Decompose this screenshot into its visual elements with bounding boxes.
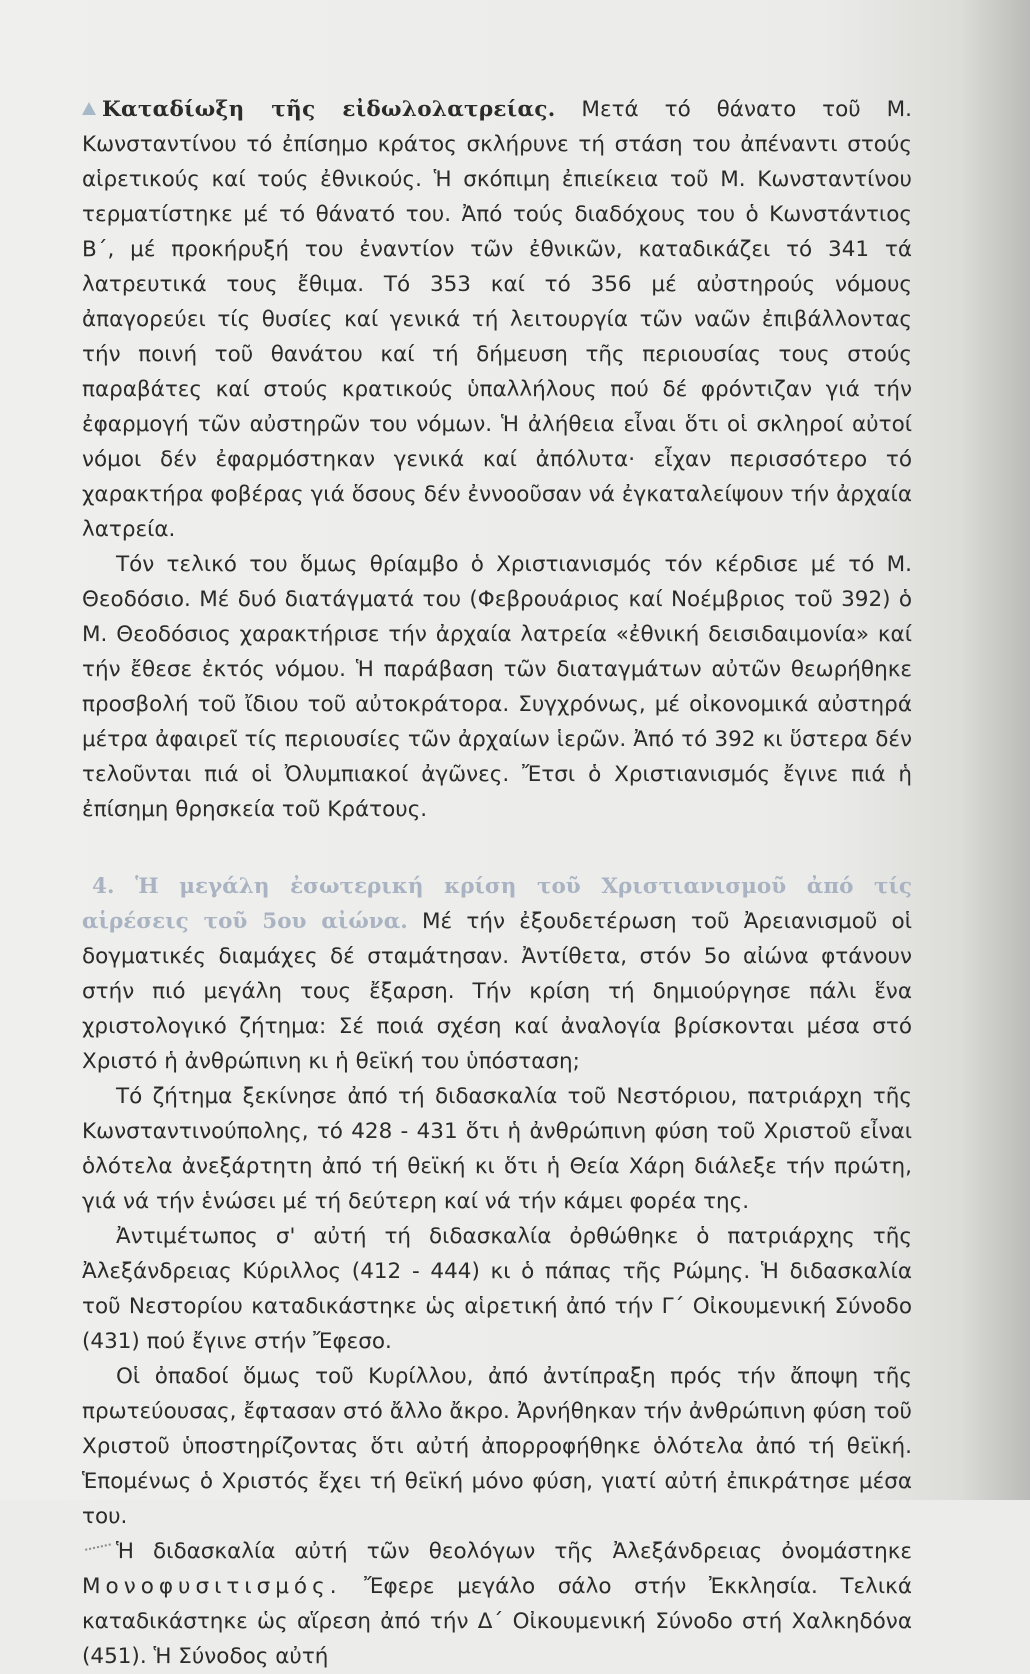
triangle-icon	[82, 102, 96, 115]
paragraph-persecution-title: Καταδίωξη τῆς εἰδωλολατρείας.	[102, 97, 556, 122]
paragraph-followers	[82, 1359, 912, 1534]
paragraph-nestorius	[82, 1079, 912, 1219]
paragraph-theodosius-text: Τόν τελικό του ὅμως θρίαμβο ὁ Χριστιανισμός τόν κέρδισε μέ τό Μ. Θεοδόσιο. Μέ δυό διατάγματά του (Φεβρουάριος καί Νοέμβριος τοῦ 392) ὁ Μ. Θεοδόσιος χαρακτήρισε τήν ἀρχαία λατρεία «ἐθνική δεισιδαιμονία» καί τήν ἔθεσε ἐκτός νόμου. Ἡ παράβαση τῶν διαταγμάτων αὐτῶν θεωρήθηκε προσβολή τοῦ ἴδιου τοῦ αὐτοκράτορα. Συγχρόνως, μέ οἰκονομικά αὐστηρά μέτρα ἀφαιρεῖ τίς περιουσίες τῶν ἀρχαίων ἱερῶν. Ἀπό τό 392 κι ὕστερα δέν τελοῦνται πιά οἱ Ὀλυμπιακοί ἀγῶνες. Ἔτσι ὁ Χριστιανισμός ἔγινε πιά ἡ ἐπίσημη θρησκεία τοῦ Κράτους.	[82, 552, 912, 822]
paragraph-nestorius-text: Τό ζήτημα ξεκίνησε ἀπό τή διδασκαλία τοῦ Νεστόριου, πατριάρχη τῆς Κωνσταντινούπολης, τό 428 - 431 ὅτι ἡ ἀνθρώπινη φύση τοῦ Χριστοῦ εἶναι ὁλότελα ἀνεξάρτητη ἀπό τή θεϊκή κι ὅτι ἡ Θεία Χάρη διάλεξε τήν πρώτη, γιά νά τήν ἑνώσει μέ τή δεύτερη καί νά τήν κάμει φορέα της.	[82, 1084, 912, 1214]
page-body	[82, 92, 912, 1674]
paragraph-cyril	[82, 1219, 912, 1359]
paragraph-monophysitism-text-after: Ἔφερε μεγάλο σάλο στήν Ἐκκλησία. Τελικά καταδικάστηκε ὡς αἵρεση ἀπό τήν Δ΄ Οἰκουμενική Σύνοδο στή Χαλκηδόνα (451). Ἡ Σύνοδος αὐτή	[82, 1574, 912, 1669]
spine-shadow	[960, 0, 1030, 1500]
section-4-text: Μέ τήν ἐξουδετέρωση τοῦ Ἀρειανισμοῦ οἱ δογματικές διαμάχες δέ σταμάτησαν. Ἀντίθετα, στόν 5ο αἰώνα φτάνουν στήν πιό μεγάλη τους ἔξαρση. Τήν κρίση τή δημιούργησε πάλι ἕνα χριστολογικό ζήτημα: Σέ ποιά σχέση καί ἀναλογία βρίσκονται μέσα στό Χριστό ἡ ἀνθρώπινη κι ἡ θεϊκή του ὑπόσταση;	[82, 909, 912, 1074]
paragraph-monophysitism-text-before: Ἡ διδασκαλία αὐτή τῶν θεολόγων τῆς Ἀλεξάνδρειας ὀνομάστηκε	[116, 1539, 912, 1564]
monophysitism-term: Μονοφυσιτισμός.	[82, 1574, 342, 1599]
section-4-heading: 4. Ἡ μεγάλη ἐσωτερική κρίση τοῦ Χριστιανισμοῦ ἀπό τίς αἱρέσεις τοῦ 5ου αἰώνα.	[82, 874, 912, 934]
paragraph-monophysitism	[82, 1534, 912, 1674]
paragraph-theodosius	[82, 547, 912, 827]
paragraph-followers-text: Οἱ ὀπαδοί ὅμως τοῦ Κυρίλλου, ἀπό ἀντίπραξη πρός τήν ἄποψη τῆς πρωτεύουσας, ἔφτασαν στό ἄλλο ἄκρο. Ἀρνήθηκαν τήν ἀνθρώπινη φύση τοῦ Χριστοῦ ὑποστηρίζοντας ὅτι αὐτή ἀπορροφήθηκε ὁλότελα ἀπό τή θεϊκή. Ἑπομένως ὁ Χριστός ἔχει τή θεϊκή μόνο φύση, γιατί αὐτή ἐπικράτησε μέσα του.	[82, 1364, 912, 1529]
paragraph-persecution	[82, 92, 912, 547]
section-4	[82, 869, 912, 1079]
paragraph-persecution-text: Μετά τό θάνατο τοῦ Μ. Κωνσταντίνου τό ἐπίσημο κράτος σκλήρυνε τή στάση του ἀπέναντι στούς αἱρετικούς καί τούς ἐθνικούς. Ἡ σκόπιμη ἐπιείκεια τοῦ Μ. Κωνσταντίνου τερματίστηκε μέ τό θάνατό του. Ἀπό τούς διαδόχους του ὁ Κωνστάντιος Β΄, μέ προκήρυξή του ἐναντίον τῶν ἐθνικῶν, καταδικάζει τό 341 τά λατρευτικά τους ἔθιμα. Τό 353 καί τό 356 μέ αὐστηρούς νόμους ἀπαγορεύει τίς θυσίες καί γενικά τή λειτουργία τῶν ναῶν ἐπιβάλλοντας τήν ποινή τοῦ θανάτου καί τή δήμευση τῆς περιουσίας τους στούς παραβάτες καί στούς κρατικούς ὑπαλλήλους πού δέ φρόντιζαν γιά τήν ἐφαρμογή τῶν αὐστηρῶν του νόμων. Ἡ ἀλήθεια εἶναι ὅτι οἱ σκληροί αὐτοί νόμοι δέν ἐφαρμόστηκαν γενικά καί ἀπόλυτα· εἶχαν περισσότερο τό χαρακτήρα φοβέρας γιά ὅσους δέν ἐννοοῦσαν νά ἐγκαταλείψουν τήν ἀρχαία λατρεία.	[82, 97, 912, 542]
pencil-mark-icon	[85, 1543, 113, 1560]
paragraph-cyril-text: Ἀντιμέτωπος σ' αὐτή τή διδασκαλία ὀρθώθηκε ὁ πατριάρχης τῆς Ἀλεξάνδρειας Κύριλλος (412 - 444) κι ὁ πάπας τῆς Ρώμης. Ἡ διδασκαλία τοῦ Νεστορίου καταδικάστηκε ὡς αἱρετική ἀπό τήν Γ΄ Οἰκουμενική Σύνοδο (431) πού ἔγινε στήν Ἔφεσο.	[82, 1224, 912, 1354]
